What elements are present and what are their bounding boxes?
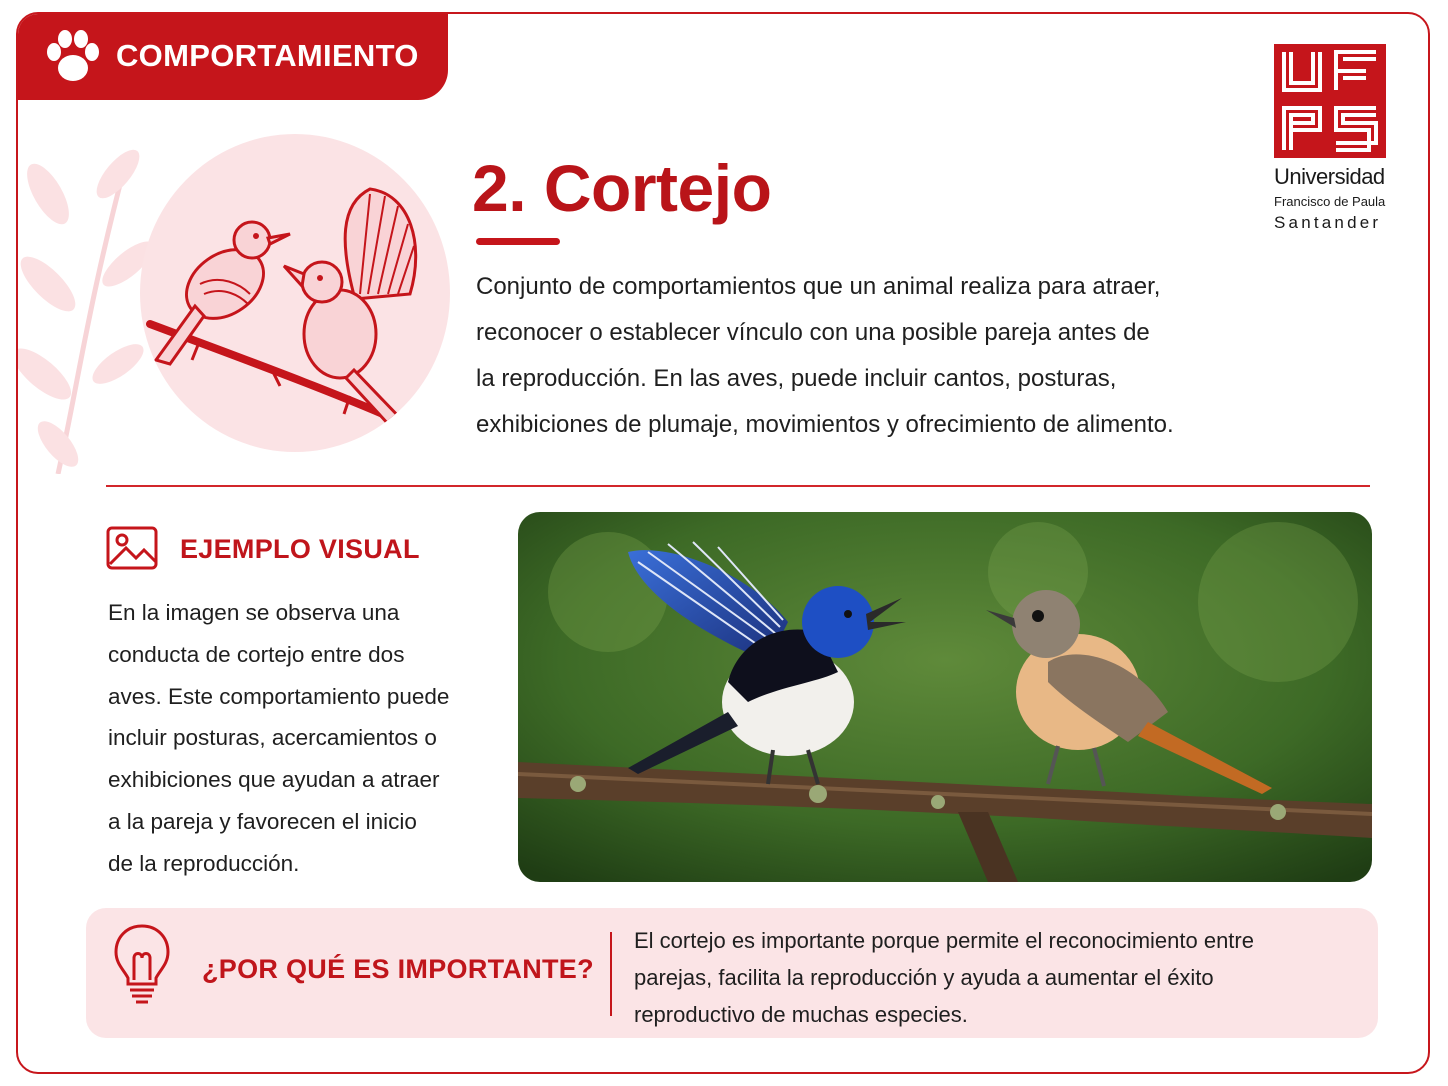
example-line: exhibiciones que ayudan a atraer: [108, 767, 440, 793]
title-underline: [476, 238, 560, 245]
paw-icon: [42, 28, 104, 86]
section-title: 2. Cortejo: [472, 151, 772, 225]
category-label: COMPORTAMIENTO: [116, 38, 419, 73]
example-line: de la reproducción.: [108, 850, 300, 876]
definition-line: reconocer o establecer vínculo con una posible pareja antes de: [476, 319, 1150, 346]
definition-line: Conjunto de comportamientos que un animal realiza para atraer,: [476, 273, 1161, 300]
infographic-card: [16, 12, 1430, 1074]
definition-line: exhibiciones de plumaje, movimientos y ofrecimiento de alimento.: [476, 411, 1174, 438]
definition-line: la reproducción. En las aves, puede incluir cantos, posturas,: [476, 365, 1117, 392]
section-divider: [106, 485, 1370, 487]
definition-text: [476, 264, 1236, 448]
logo-line-1: Universidad: [1274, 164, 1385, 189]
university-logo: [1274, 44, 1394, 234]
image-icon: [106, 526, 158, 570]
importance-box: [86, 908, 1378, 1038]
importance-separator: [610, 932, 612, 1016]
importance-line: reproductivo de muchas especies.: [634, 1002, 968, 1027]
example-heading: EJEMPLO VISUAL: [180, 534, 420, 564]
importance-heading: ¿POR QUÉ ES IMPORTANTE?: [202, 954, 594, 984]
example-line: incluir posturas, acercamientos o: [108, 725, 437, 751]
logo-line-3: Santander: [1274, 213, 1382, 232]
bird-illustration: [140, 134, 450, 452]
category-tab: [16, 12, 448, 100]
logo-line-2: Francisco de Paula: [1274, 194, 1386, 209]
importance-text: [634, 922, 1354, 1033]
example-line: aves. Este comportamiento puede: [108, 683, 450, 709]
example-line: conducta de cortejo entre dos: [108, 641, 405, 667]
ufps-logo-icon: [1274, 44, 1386, 158]
example-line: a la pareja y favorecen el inicio: [108, 808, 417, 834]
example-line: En la imagen se observa una: [108, 600, 400, 625]
courtship-photo: [518, 512, 1372, 882]
example-text: [108, 592, 480, 885]
lightbulb-icon: [112, 922, 172, 1006]
importance-line: parejas, facilita la reproducción y ayuda a aumentar el éxito: [634, 965, 1214, 990]
importance-line: El cortejo es importante porque permite el reconocimiento entre: [634, 928, 1254, 953]
